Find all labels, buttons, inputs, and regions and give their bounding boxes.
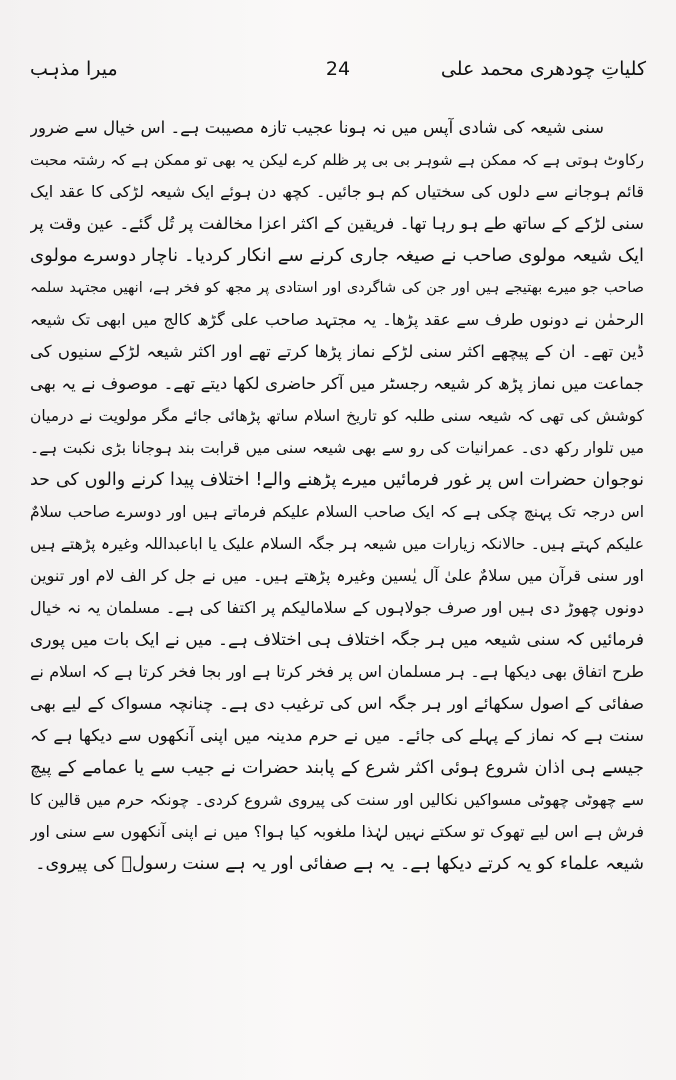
text-line: علیکم کہتے ہیں۔ حالانکہ زیارات میں شیعہ ہر جگہ السلام علیک یا اباعبداللہ وغیرہ پڑھتے ہیں [30,535,644,553]
text-line: جماعت میں نماز پڑھ کر شیعہ رجسٹر میں آکر حاضری لکھا دیتے تھے۔ موصوف نے یہ بھی [30,374,644,393]
text-line: صفائی کے اصول سکھائے اور ہر جگہ اس کی ترغیب دی ہے۔ چنانچہ مسواک کے لیے بھی [30,694,644,713]
chapter-title: میرا مذہب [30,58,118,80]
body-text [30,112,644,880]
text-line: فرمائیں کہ سنی شیعہ میں ہر جگہ اختلاف ہی اختلاف ہے۔ میں نے ایک بات میں پوری [30,630,644,650]
page-header [30,58,646,88]
text-line: اس درجہ تک پہنچ چکی ہے کہ ایک صاحب السلام علیکم فرماتے ہیں اور دوسرے صاحب سلامٌ [30,503,644,521]
text-line: اور سنی قرآن میں سلامٌ علیٰ آل یٰسین وغیرہ پڑھتے ہیں۔ میں نے جل کر الف لام اور تنوین [30,566,644,585]
text-line: الرحمٰن نے دونوں طرف سے عقد پڑھا۔ یہ مجتہد صاحب علی گڑھ کالج میں ابھی تک شیعہ [30,310,644,329]
text-line: قائم ہوجانے سے دلوں کی سختیاں کم ہو جائیں۔ کچھ دن ہوئے ایک شیعہ لڑکی کا عقد ایک [30,182,644,201]
text-line: شیعہ علماء کو یہ کرتے دیکھا ہے۔ یہ ہے صفائی اور یہ ہے سنت رسولؐ کی پیروی۔ [35,854,644,874]
book-title: کلیاتِ چودھری محمد علی [440,58,646,80]
text-line: ایک شیعہ مولوی صاحب نے صیغہ جاری کرنے سے انکار کردیا۔ ناچار دوسرے مولوی [30,245,644,266]
text-line: سے چھوٹی چھوٹی مسواکیں نکالیں اور سنت کی پیروی شروع کردی۔ چونکہ حرم میں قالین کا [30,791,644,809]
text-line: نوجوان حضرات اس پر غور فرمائیں میرے پڑھنے والے! اختلاف پیدا کرنے والوں کی حد [30,470,644,490]
text-line: رکاوٹ ہوتی ہے کہ ممکن ہے شوہر بی بی پر ظلم کرے لیکن یہ بھی تو ممکن ہے کہ رشتہ محبت [30,151,644,169]
text-line: طرح اتفاق بھی دیکھا ہے۔ ہر مسلمان اس پر فخر کرتا ہے اور بجا فخر کرتا ہے کہ اسلام نے [30,662,644,681]
text-line: ڈین تھے۔ ان کے پیچھے اکثر سنی لڑکے نماز پڑھا کرتے تھے اور اکثر شیعہ لڑکے سنیوں کی [30,342,644,361]
text-line: سنی لڑکے کے ساتھ طے ہو رہا تھا۔ فریقین کے اکثر اعزا مخالفت پر تُل گئے۔ عین وقت پر [30,214,644,233]
page-number: 24 [325,58,351,80]
text-line: میں تلوار رکھ دی۔ عمرانیات کی رو سے بھی شیعہ سنی میں قرابت بند ہوجانا بڑی نکبت ہے۔ [30,439,644,457]
text-line: سنی شیعہ کی شادی آپس میں نہ ہونا عجیب تازہ مصیبت ہے۔ اس خیال سے ضرور [30,118,604,137]
text-line: صاحب جو میرے بھتیجے ہیں اور جن کی شاگردی اور استادی پر مجھ کو فخر ہے، انھیں مجتہد سلمہ [30,280,644,296]
text-line: جیسے ہی اذان شروع ہوئی اکثر شرع کے پابند حضرات نے جیب سے یا عمامے کے پیچ [30,758,644,778]
text-line: فرش ہے اس لیے تھوک تو سکتے نہیں لہٰذا ملغوبہ کیا ہوا؟ میں نے اپنی آنکھوں سے سنی اور [30,822,644,841]
text-line: کوشش کی تھی کہ شیعہ سنی طلبہ کو تاریخ اسلام ساتھ پڑھائی جائے مگر مولویت نے درمیان [30,407,644,425]
text-line: سنت ہے کہ نماز کے پہلے کی جائے۔ میں نے حرم مدینہ میں اپنی آنکھوں سے دیکھا ہے کہ [30,726,644,745]
text-line: دونوں چھوڑ دی ہیں اور صرف جولاہوں کے سلامالیکم پر اکتفا کی ہے۔ مسلمان یہ نہ خیال [30,598,644,617]
